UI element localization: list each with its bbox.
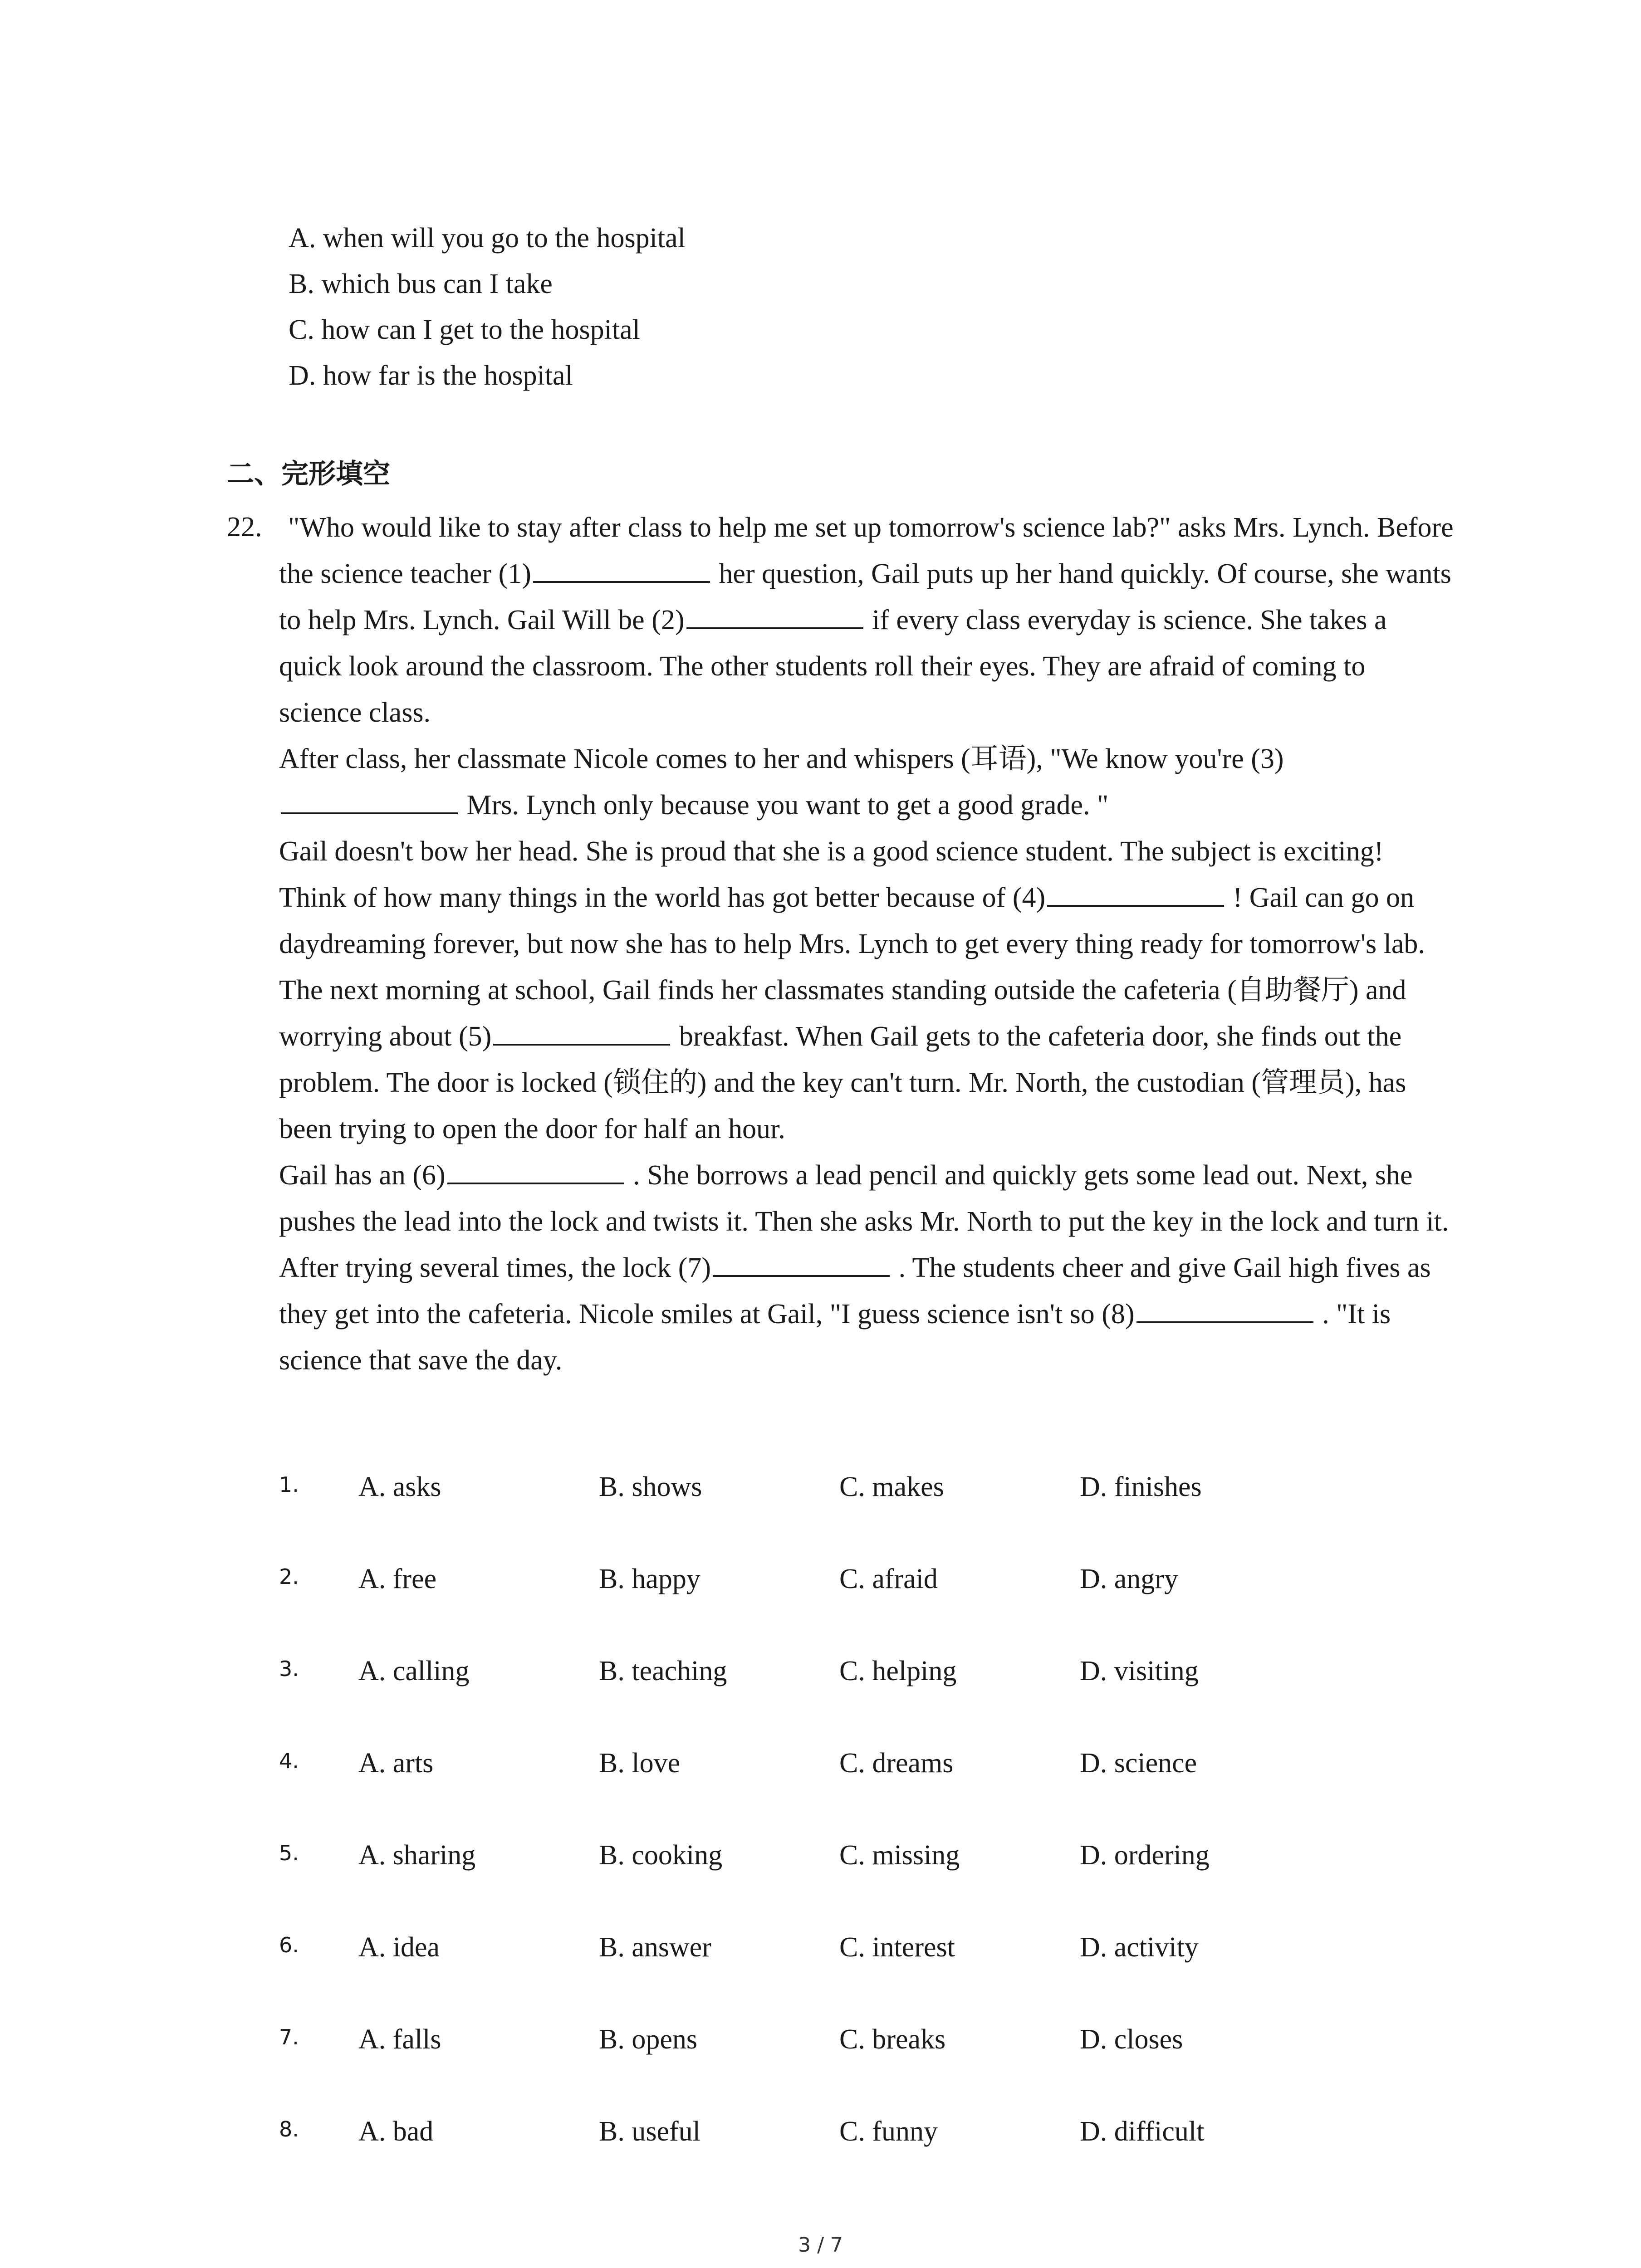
previous-option-a: A. when will you go to the hospital — [289, 223, 686, 254]
option-a: A. asks — [358, 1471, 441, 1502]
passage-text: Mrs. Lynch only because you want to get a good grade. " — [460, 790, 1109, 821]
blank-2 — [686, 602, 863, 629]
passage-text: . The students cheer and give Gail high fives as they get into the cafeteria. Nicole smiles at Gail, "I guess science isn't so (8) — [279, 1252, 1431, 1330]
passage-text: Gail doesn't bow her head. She is proud that she is a good science student. The subject is exciting! Think of how many things in the world has got better because of (4) — [279, 836, 1384, 913]
option-d: D. difficult — [1080, 2116, 1205, 2147]
option-number: 5. — [279, 1841, 299, 1865]
blank-5 — [493, 1018, 670, 1046]
option-a: A. calling — [358, 1656, 470, 1686]
option-number: 1. — [279, 1472, 299, 1497]
option-a: A. falls — [358, 2024, 441, 2055]
option-d: D. angry — [1080, 1564, 1178, 1594]
blank-4 — [1047, 880, 1224, 907]
blank-8 — [1136, 1296, 1313, 1323]
option-d: D. activity — [1080, 1932, 1199, 1963]
option-b: B. love — [599, 1748, 681, 1779]
passage-paragraph-2 — [279, 736, 1454, 828]
option-c: C. funny — [839, 2116, 938, 2147]
passage-paragraph-1 — [279, 504, 1454, 736]
option-number: 7. — [279, 2025, 299, 2049]
option-b: B. opens — [599, 2024, 697, 2055]
blank-6 — [447, 1157, 624, 1184]
passage-text: The next morning at school, Gail finds her classmates standing outside the cafeteria (自助餐厅) and worrying about (5) — [279, 975, 1406, 1052]
page-number: 3 / 7 — [798, 2234, 843, 2257]
passage-paragraph-4 — [279, 967, 1454, 1152]
option-d: D. ordering — [1080, 1840, 1210, 1871]
passage-text: breakfast. When Gail gets to the cafeteria door, she finds out the problem. The door is locked (锁住的) and the key can't turn. Mr. North, the custodian (管理员), has been trying to open the door for half an hour. — [279, 1021, 1406, 1144]
passage-text: . She borrows a lead pencil and quickly gets some lead out. Next, she pushes the lead into the lock and twists it. Then she asks Mr. North to put the key in the lock and turn it. After trying several times, the lock (7) — [279, 1160, 1449, 1283]
option-c: C. helping — [839, 1656, 957, 1686]
option-a: A. bad — [358, 2116, 434, 2147]
option-d: D. finishes — [1080, 1471, 1202, 1502]
option-d: D. science — [1080, 1748, 1197, 1779]
option-a: A. free — [358, 1564, 437, 1594]
passage-text: "Who would like to stay after class to help me set up tomorrow's science lab?" asks Mrs. Lynch. Before the science teacher (1) — [279, 512, 1454, 589]
question-number: 22. — [227, 512, 262, 543]
passage-text: her question, Gail puts up her hand quickly. Of course, she wants to help Mrs. Lynch. Gail Will be (2) — [279, 558, 1451, 635]
passage-paragraph-3 — [279, 828, 1454, 967]
option-number: 4. — [279, 1749, 299, 1773]
passage-text: ! Gail can go on daydreaming forever, but now she has to help Mrs. Lynch to get every thing ready for tomorrow's lab. — [279, 882, 1425, 959]
option-b: B. answer — [599, 1932, 711, 1963]
option-c: C. missing — [839, 1840, 960, 1871]
option-b: B. useful — [599, 2116, 700, 2147]
option-c: C. afraid — [839, 1564, 938, 1594]
section-heading: 二、完形填空 — [227, 458, 390, 490]
option-d: D. closes — [1080, 2024, 1183, 2055]
option-a: A. sharing — [358, 1840, 476, 1871]
option-c: C. interest — [839, 1932, 955, 1963]
option-number: 2. — [279, 1564, 299, 1589]
option-a: A. arts — [358, 1748, 434, 1779]
option-c: C. breaks — [839, 2024, 946, 2055]
blank-1 — [533, 556, 710, 583]
option-number: 3. — [279, 1657, 299, 1681]
passage-text: if every class everyday is science. She takes a quick look around the classroom. The other students roll their eyes. They are afraid of coming to science class. — [279, 605, 1387, 728]
previous-option-c: C. how can I get to the hospital — [289, 314, 640, 345]
previous-question-options — [289, 215, 686, 399]
option-b: B. teaching — [599, 1656, 727, 1686]
option-a: A. idea — [358, 1932, 440, 1963]
option-b: B. happy — [599, 1564, 700, 1594]
passage-text: After class, her classmate Nicole comes to her and whispers (耳语), "We know you're (3) — [279, 743, 1284, 774]
option-b: B. shows — [599, 1471, 702, 1502]
option-d: D. visiting — [1080, 1656, 1199, 1686]
blank-7 — [713, 1250, 890, 1277]
passage-text: . "It is science that save the day. — [279, 1299, 1391, 1376]
previous-option-b: B. which bus can I take — [289, 269, 553, 299]
option-number: 6. — [279, 1933, 299, 1957]
blank-3 — [281, 787, 458, 814]
option-c: C. makes — [839, 1471, 944, 1502]
option-number: 8. — [279, 2117, 299, 2141]
option-c: C. dreams — [839, 1748, 954, 1779]
passage-paragraph-5 — [279, 1152, 1454, 1383]
cloze-passage — [279, 504, 1454, 1383]
option-b: B. cooking — [599, 1840, 723, 1871]
previous-option-d: D. how far is the hospital — [289, 360, 573, 391]
passage-text: Gail has an (6) — [279, 1160, 446, 1191]
